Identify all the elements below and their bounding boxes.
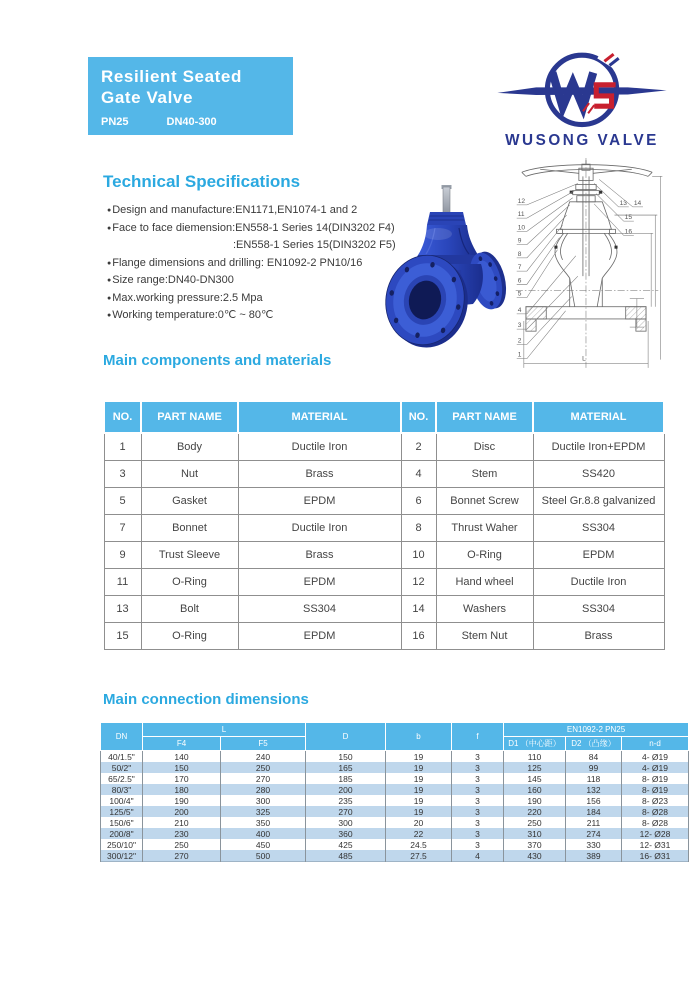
col-dn: DN xyxy=(101,723,143,751)
spec-line xyxy=(107,202,407,220)
no-cell: 1 xyxy=(104,433,141,461)
d-cell: 360 xyxy=(306,828,386,839)
dimensions-row xyxy=(101,751,689,763)
col-d: D xyxy=(306,723,386,751)
dimensions-row xyxy=(101,828,689,839)
part-name-cell: Thrust Waher xyxy=(436,515,533,542)
part-name-cell: Bolt xyxy=(141,596,238,623)
dn-cell: 250/10" xyxy=(101,839,143,850)
spec-text: Size range:DN40-DN300 xyxy=(112,274,234,286)
f4-cell: 230 xyxy=(143,828,221,839)
no-cell: 9 xyxy=(104,542,141,569)
size-range: DN40-300 xyxy=(166,116,217,128)
callout-number: 12 xyxy=(517,197,526,205)
part-name-cell: Bonnet Screw xyxy=(436,488,533,515)
callout-number: 4 xyxy=(517,306,522,314)
f-cell: 3 xyxy=(452,828,504,839)
b-cell: 27.5 xyxy=(386,850,452,862)
d1-cell: 110 xyxy=(504,751,566,763)
stem-and-gland xyxy=(570,158,603,368)
valve-photo-image xyxy=(383,184,513,354)
spec-text: Design and manufacture:EN1171,EN1074-1 and 2 xyxy=(112,204,358,216)
dimensions-row xyxy=(101,773,689,784)
bullet-icon: ● xyxy=(107,224,112,232)
dn-cell: 50/2" xyxy=(101,762,143,773)
dn-cell: 80/3" xyxy=(101,784,143,795)
no-cell: 2 xyxy=(401,433,436,461)
d-cell: 300 xyxy=(306,817,386,828)
callout-leader xyxy=(517,191,575,218)
b-cell: 19 xyxy=(386,806,452,817)
components-row xyxy=(104,461,664,488)
callout-number: 3 xyxy=(517,322,522,330)
d-cell: 425 xyxy=(306,839,386,850)
spec-text: Face to face diemension:EN558-1 Series 14(DIN3202 F4) xyxy=(112,221,395,234)
no-cell: 12 xyxy=(401,569,436,596)
material-cell: Ductile Iron+EPDM xyxy=(533,433,664,461)
col-nd: n-d xyxy=(622,737,689,751)
callout-layer xyxy=(517,179,643,362)
pressure-rating: PN25 xyxy=(101,116,129,128)
d2-cell: 118 xyxy=(566,773,622,784)
logo-w-letter xyxy=(552,73,593,108)
callout-number: 10 xyxy=(517,224,526,232)
part-name-cell: Bonnet xyxy=(141,515,238,542)
no-cell: 10 xyxy=(401,542,436,569)
b-cell: 19 xyxy=(386,795,452,806)
material-cell: Ductile Iron xyxy=(238,515,401,542)
dimensions-row xyxy=(101,850,689,862)
d2-cell: 274 xyxy=(566,828,622,839)
callout-number: 5 xyxy=(517,290,522,298)
d-cell: 235 xyxy=(306,795,386,806)
material-cell: Brass xyxy=(238,542,401,569)
dimensions-row xyxy=(101,795,689,806)
f-cell: 3 xyxy=(452,751,504,763)
no-cell: 8 xyxy=(401,515,436,542)
part-name-cell: Body xyxy=(141,433,238,461)
d1-cell: 250 xyxy=(504,817,566,828)
material-cell: SS304 xyxy=(533,596,664,623)
spec-line xyxy=(107,237,407,255)
no-cell: 14 xyxy=(401,596,436,623)
part-name-cell: Stem Nut xyxy=(436,623,533,650)
f5-cell: 400 xyxy=(221,828,306,839)
f4-cell: 200 xyxy=(143,806,221,817)
callout-number: 13 xyxy=(619,199,627,207)
valve-photo xyxy=(383,184,513,354)
d1-cell: 125 xyxy=(504,762,566,773)
no-cell: 11 xyxy=(104,569,141,596)
d1-cell: 310 xyxy=(504,828,566,839)
f-cell: 3 xyxy=(452,806,504,817)
valve-drawing-image xyxy=(509,156,665,378)
f-cell: 3 xyxy=(452,784,504,795)
callout-leader xyxy=(517,256,576,314)
material-cell: EPDM xyxy=(533,542,664,569)
col-material-1: MATERIAL xyxy=(238,401,401,433)
b-cell: 19 xyxy=(386,773,452,784)
nd-cell: 8- Ø28 xyxy=(622,817,689,828)
dn-cell: 40/1.5" xyxy=(101,751,143,763)
components-row xyxy=(104,433,664,461)
heading-technical-specifications: Technical Specifications xyxy=(103,172,301,191)
d-cell: 200 xyxy=(306,784,386,795)
f5-cell: 270 xyxy=(221,773,306,784)
f5-cell: 240 xyxy=(221,751,306,763)
col-no-1: NO. xyxy=(104,401,141,433)
d2-cell: 211 xyxy=(566,817,622,828)
callout-number: 15 xyxy=(624,214,633,222)
components-row xyxy=(104,488,664,515)
length-dimension-label: L xyxy=(582,355,586,363)
col-l-group: L xyxy=(143,723,306,737)
part-name-cell: O-Ring xyxy=(436,542,533,569)
material-cell: SS304 xyxy=(238,596,401,623)
handwheel xyxy=(522,160,652,180)
col-no-2: NO. xyxy=(401,401,436,433)
material-cell: Ductile Iron xyxy=(533,569,664,596)
b-cell: 19 xyxy=(386,762,452,773)
col-en-group: EN1092-2 PN25 xyxy=(504,723,689,737)
components-row xyxy=(104,596,664,623)
f5-cell: 450 xyxy=(221,839,306,850)
f5-cell: 300 xyxy=(221,795,306,806)
spec-text: Max.working pressure:2.5 Mpa xyxy=(112,291,263,304)
no-cell: 13 xyxy=(104,596,141,623)
material-cell: Ductile Iron xyxy=(238,433,401,461)
dn-cell: 100/4" xyxy=(101,795,143,806)
callout-number: 11 xyxy=(517,211,525,219)
spec-line xyxy=(107,255,407,273)
part-name-cell: Washers xyxy=(436,596,533,623)
spec-line xyxy=(107,290,407,308)
callout-number: 8 xyxy=(517,250,522,258)
dn-cell: 150/6" xyxy=(101,817,143,828)
heading-connection-dimensions: Main connection dimensions xyxy=(103,691,309,708)
d2-cell: 156 xyxy=(566,795,622,806)
bullet-icon: ● xyxy=(107,207,112,214)
nd-cell: 8- Ø19 xyxy=(622,773,689,784)
f-cell: 4 xyxy=(452,850,504,862)
material-cell: EPDM xyxy=(238,488,401,515)
stem-housing xyxy=(427,212,466,225)
d-cell: 185 xyxy=(306,773,386,784)
part-name-cell: Trust Sleeve xyxy=(141,542,238,569)
col-d1: D1 （中心距） xyxy=(504,737,566,751)
nd-cell: 12- Ø31 xyxy=(622,839,689,850)
d-cell: 150 xyxy=(306,751,386,763)
nd-cell: 8- Ø19 xyxy=(622,784,689,795)
f4-cell: 210 xyxy=(143,817,221,828)
dimensions-row xyxy=(101,839,689,850)
no-cell: 15 xyxy=(104,623,141,650)
nd-cell: 4- Ø19 xyxy=(622,751,689,763)
f4-cell: 270 xyxy=(143,850,221,862)
product-title-line2: Gate Valve xyxy=(101,88,194,107)
d1-cell: 190 xyxy=(504,795,566,806)
spec-text: :EN558-1 Series 15(DIN3202 F5) xyxy=(233,239,396,251)
callout-leader xyxy=(517,198,573,232)
d2-cell: 330 xyxy=(566,839,622,850)
d2-cell: 99 xyxy=(566,762,622,773)
part-name-cell: O-Ring xyxy=(141,569,238,596)
part-name-cell: Hand wheel xyxy=(436,569,533,596)
nd-cell: 4- Ø19 xyxy=(622,762,689,773)
bullet-icon: ● xyxy=(107,259,112,267)
f4-cell: 140 xyxy=(143,751,221,763)
d1-cell: 160 xyxy=(504,784,566,795)
f5-cell: 325 xyxy=(221,806,306,817)
part-name-cell: Nut xyxy=(141,461,238,488)
nd-cell: 12- Ø28 xyxy=(622,828,689,839)
dn-cell: 125/5" xyxy=(101,806,143,817)
part-name-cell: Stem xyxy=(436,461,533,488)
no-cell: 16 xyxy=(401,623,436,650)
technical-spec-list xyxy=(107,202,407,325)
callout-number: 1 xyxy=(517,351,522,359)
dn-cell: 200/8" xyxy=(101,828,143,839)
components-materials-table xyxy=(103,400,665,650)
b-cell: 19 xyxy=(386,751,452,763)
callout-number: 7 xyxy=(517,264,522,272)
f-cell: 3 xyxy=(452,773,504,784)
f4-cell: 250 xyxy=(143,839,221,850)
components-header-row xyxy=(104,401,664,433)
spec-line xyxy=(107,272,407,290)
title-banner xyxy=(88,57,293,135)
material-cell: EPDM xyxy=(238,623,401,650)
col-material-2: MATERIAL xyxy=(533,401,664,433)
b-cell: 22 xyxy=(386,828,452,839)
f5-cell: 500 xyxy=(221,850,306,862)
f5-cell: 250 xyxy=(221,762,306,773)
part-name-cell: O-Ring xyxy=(141,623,238,650)
drawing-lines xyxy=(516,158,663,368)
material-cell: Brass xyxy=(238,461,401,488)
f4-cell: 190 xyxy=(143,795,221,806)
b-cell: 19 xyxy=(386,784,452,795)
components-row xyxy=(104,542,664,569)
components-row xyxy=(104,623,664,650)
d-cell: 270 xyxy=(306,806,386,817)
dn-cell: 65/2.5" xyxy=(101,773,143,784)
f-cell: 3 xyxy=(452,817,504,828)
callout-number: 9 xyxy=(517,237,522,245)
part-name-cell: Gasket xyxy=(141,488,238,515)
dimensions-row xyxy=(101,806,689,817)
d2-cell: 84 xyxy=(566,751,622,763)
nd-cell: 16- Ø31 xyxy=(622,850,689,862)
d2-cell: 389 xyxy=(566,850,622,862)
heading-main-components: Main components and materials xyxy=(103,352,332,369)
logo-wings xyxy=(497,87,666,95)
material-cell: Brass xyxy=(533,623,664,650)
d1-cell: 145 xyxy=(504,773,566,784)
product-title-line1: Resilient Seated xyxy=(101,67,242,86)
no-cell: 6 xyxy=(401,488,436,515)
material-cell: EPDM xyxy=(238,569,401,596)
dimensions-row xyxy=(101,817,689,828)
d1-cell: 220 xyxy=(504,806,566,817)
wusong-logo xyxy=(495,44,669,150)
nd-cell: 8- Ø28 xyxy=(622,806,689,817)
f4-cell: 150 xyxy=(143,762,221,773)
f4-cell: 170 xyxy=(143,773,221,784)
col-f: f xyxy=(452,723,504,751)
callout-number: 16 xyxy=(624,228,633,236)
no-cell: 5 xyxy=(104,488,141,515)
dims-header-row-1 xyxy=(101,723,689,737)
no-cell: 3 xyxy=(104,461,141,488)
f5-cell: 350 xyxy=(221,817,306,828)
callout-number: 2 xyxy=(517,337,522,345)
spec-text: Working temperature:0℃ ~ 80℃ xyxy=(112,309,274,321)
nd-cell: 8- Ø23 xyxy=(622,795,689,806)
no-cell: 7 xyxy=(104,515,141,542)
logo-company-name: WUSONG VALVE xyxy=(505,131,659,149)
col-f4: F4 xyxy=(143,737,221,751)
part-name-cell: Disc xyxy=(436,433,533,461)
no-cell: 4 xyxy=(401,461,436,488)
bullet-icon: ● xyxy=(107,294,112,302)
d1-cell: 430 xyxy=(504,850,566,862)
bullet-icon: ● xyxy=(107,277,112,284)
spec-text: Flange dimensions and drilling: EN1092-2 PN10/16 xyxy=(112,256,363,269)
components-row xyxy=(104,569,664,596)
d2-cell: 132 xyxy=(566,784,622,795)
f-cell: 3 xyxy=(452,839,504,850)
col-part-name-1: PART NAME xyxy=(141,401,238,433)
connection-dimensions-table xyxy=(100,722,689,862)
f4-cell: 180 xyxy=(143,784,221,795)
material-cell: SS420 xyxy=(533,461,664,488)
spec-line xyxy=(107,307,407,325)
f5-cell: 280 xyxy=(221,784,306,795)
dimension-lines xyxy=(524,176,662,367)
callout-number: 14 xyxy=(633,199,642,207)
d-cell: 485 xyxy=(306,850,386,862)
d2-cell: 184 xyxy=(566,806,622,817)
f-cell: 3 xyxy=(452,762,504,773)
col-d2: D2 （凸缘） xyxy=(566,737,622,751)
b-cell: 20 xyxy=(386,817,452,828)
logo-slash-2 xyxy=(588,105,594,113)
material-cell: SS304 xyxy=(533,515,664,542)
col-f5: F5 xyxy=(221,737,306,751)
callout-number: 6 xyxy=(517,277,522,285)
dn-cell: 300/12" xyxy=(101,850,143,862)
wusong-logo-icon xyxy=(495,44,669,150)
col-b: b xyxy=(386,723,452,751)
bonnet xyxy=(418,225,478,255)
material-cell: Steel Gr.8.8 galvanized xyxy=(533,488,664,515)
valve-stem xyxy=(443,187,450,214)
dimensions-row xyxy=(101,762,689,773)
col-part-name-2: PART NAME xyxy=(436,401,533,433)
b-cell: 24.5 xyxy=(386,839,452,850)
f-cell: 3 xyxy=(452,795,504,806)
valve-cross-section-drawing xyxy=(509,156,665,378)
dimensions-row xyxy=(101,784,689,795)
callout-leader xyxy=(517,215,567,258)
bullet-icon: ● xyxy=(107,312,112,319)
spec-line xyxy=(107,220,407,238)
components-row xyxy=(104,515,664,542)
d1-cell: 370 xyxy=(504,839,566,850)
d-cell: 165 xyxy=(306,762,386,773)
